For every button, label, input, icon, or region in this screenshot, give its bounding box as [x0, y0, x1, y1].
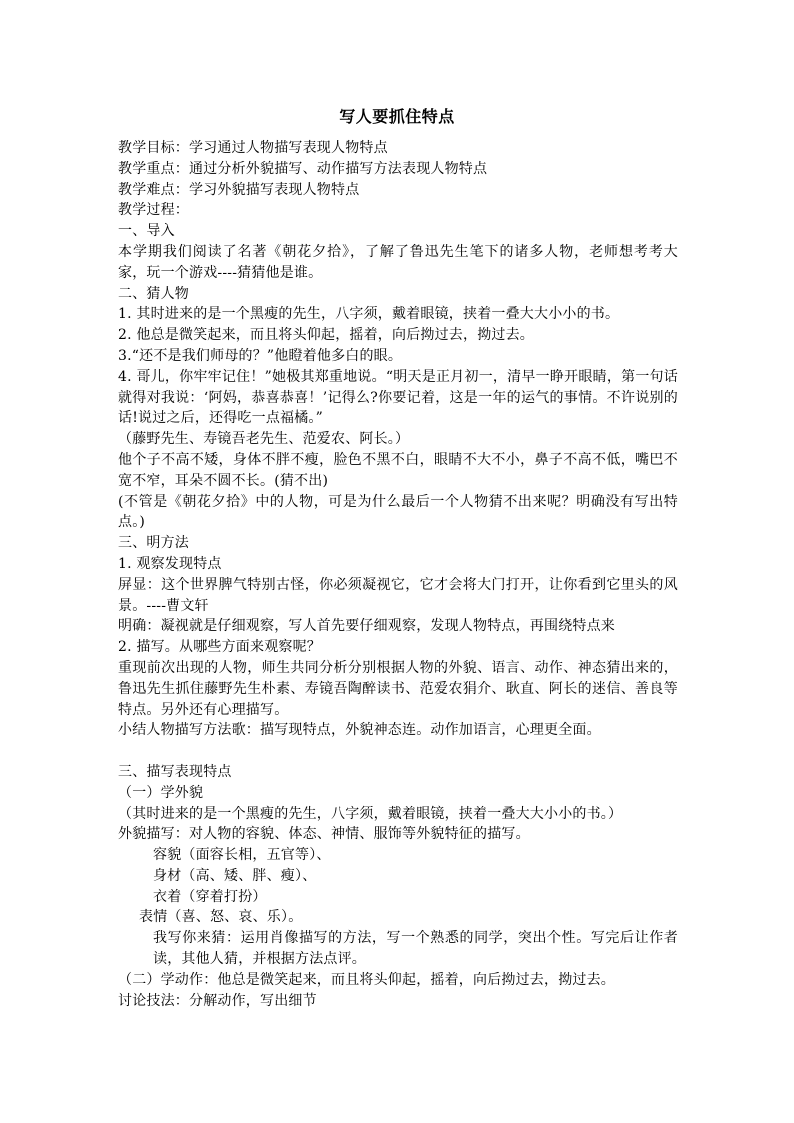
blank-line: [118, 741, 678, 762]
method-item-1: 1. 观察发现特点: [118, 555, 222, 572]
appearance-face: 容貌（面容长相，五官等）、: [153, 847, 331, 864]
guess-item-1: 1. 其时进来的是一个黑瘦的先生，八字须，戴着眼镜，挟着一叠大大小小的书。: [118, 306, 620, 323]
guess-item-3: 3.“还不是我们师母的？”他瞪着他多白的眼。: [118, 347, 403, 364]
review-paragraph: 重现前次出现的人物，师生共同分析分别根据人物的外貌、语言、动作、神态猜出来的，鲁迅先生抓住藤野先生朴素、寿镜吾陶醉读书、范爱农狷介、耿直、阿长的迷信、善良等特点。另外还有心理描写。: [118, 659, 678, 718]
teaching-goal: 教学目标：学习通过人物描写表现人物特点: [118, 140, 388, 156]
method-item-2: 2. 描写。从哪些方面来观察呢？: [118, 639, 322, 656]
clarify-paragraph: 明确：凝视就是仔细观察，写人首先要仔细观察，发现人物特点，再围绕特点来: [118, 618, 615, 635]
appearance-clothing: 衣着（穿着打扮）: [153, 888, 267, 905]
guess-answers: （藤野先生、寿镜吾老先生、范爱农、阿长。）: [118, 431, 410, 448]
teaching-difficulty: 教学难点：学习外貌描写表现人物特点: [118, 181, 360, 198]
screen-quote: 屏显：这个世界脾气特别古怪，你必须凝视它，它才会将大门打开，让你看到它里头的风景。----曹文轩: [118, 576, 678, 614]
guess-conclusion: (不管是《朝花夕拾》中的人物，可是为什么最后一个人物猜不出来呢？明确没有写出特点。): [118, 493, 678, 531]
subsection-appearance-heading: （一）学外貌: [118, 784, 204, 801]
write-and-guess-activity: 我写你来猜：运用肖像描写的方法，写一个熟悉的同学，突出个性。写完后让作者读，其他人猜，并根据方法点评。: [153, 930, 678, 968]
summary-song: 小结人物描写方法歌：描写现特点，外貌神态连。动作加语言，心理更全面。: [118, 722, 601, 739]
discussion-technique: 讨论技法：分解动作，写出细节: [118, 992, 317, 1009]
section-method-heading: 三、明方法: [118, 535, 189, 552]
section-describe-heading: 三、描写表现特点: [118, 763, 232, 780]
page-title: 写人要抓住特点: [339, 107, 455, 126]
guess-unknown-paragraph: 他个子不高不矮，身体不胖不瘦，脸色不黑不白，眼睛不大不小，鼻子不高不低，嘴巴不宽不窄，耳朵不圆不长。(猜不出): [118, 451, 678, 489]
appearance-expression: 表情（喜、怒、哀、乐）。: [139, 909, 303, 926]
section-guess-heading: 二、猜人物: [118, 285, 189, 302]
teaching-process-heading: 教学过程：: [118, 202, 189, 219]
document-body: [118, 138, 678, 1011]
section-intro-heading: 一、导入: [118, 223, 175, 240]
appearance-example: （其时进来的是一个黑瘦的先生，八字须，戴着眼镜，挟着一叠大大小小的书。）: [118, 805, 623, 822]
appearance-definition: 外貌描写：对人物的容貌、体态、神情、服饰等外貌特征的描写。: [118, 826, 530, 843]
guess-item-4: 4. 哥儿，你牢牢记住！”她极其郑重地说。“明天是正月初一，清早一睁开眼睛，第一句话就得对我说：‘阿妈，恭喜恭喜！’记得么?你要记着，这是一年的运气的事情。不许说别的话!说过之后，还得吃一点福橘。”: [118, 368, 678, 427]
appearance-figure: 身材（高、矮、胖、瘦）、: [153, 867, 317, 884]
teaching-focus: 教学重点：通过分析外貌描写、动作描写方法表现人物特点: [118, 160, 488, 177]
intro-paragraph: 本学期我们阅读了名著《朝花夕拾》，了解了鲁迅先生笔下的诸多人物，老师想考考大家，玩一个游戏----猜猜他是谁。: [118, 243, 678, 281]
subsection-action-heading: （二）学动作：他总是微笑起来，而且将头仰起，摇着，向后拗过去，拗过去。: [118, 971, 615, 988]
guess-item-2: 2. 他总是微笑起来，而且将头仰起，摇着，向后拗过去，拗过去。: [118, 327, 535, 344]
